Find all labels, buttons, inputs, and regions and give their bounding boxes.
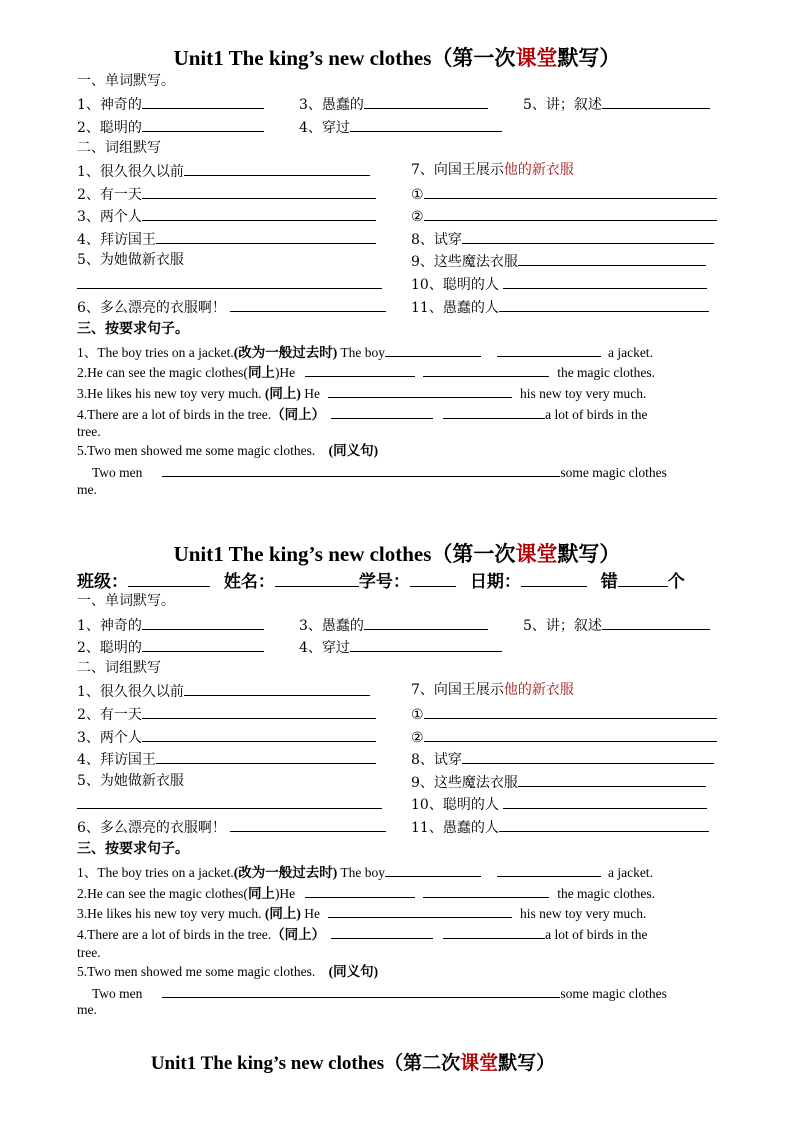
phrase-2 (77, 184, 376, 204)
word-row-3 (299, 94, 488, 114)
phrase-6-label: 6、多么漂亮的衣服啊！ (77, 300, 226, 316)
word-4-label: 4、穿过 (299, 640, 350, 656)
sentence-1-instruction: (改为一般过去时) (233, 865, 338, 880)
phrase-7-choice-2 (411, 727, 717, 747)
word-2-label: 2、聪明的 (77, 120, 142, 136)
sentence-2-text: 2.He can see the magic clothes( (77, 365, 248, 380)
word-1-label: 1、神奇的 (77, 97, 142, 113)
id-blank[interactable] (410, 570, 456, 587)
phrase-11 (411, 817, 709, 837)
section3-heading: 三、按要求句子。 (77, 321, 189, 337)
sentence-3-start: He (304, 386, 320, 401)
phrase-8-blank[interactable] (462, 749, 714, 764)
choice-2-blank[interactable] (424, 206, 717, 221)
phrase-4-blank[interactable] (156, 229, 376, 244)
sentence-5-instruction: (同义句) (328, 443, 379, 458)
sentence-4 (77, 924, 648, 944)
word-5-label: 5、讲；叙述 (523, 97, 602, 113)
phrase-10-label: 10、聪明的人 (411, 797, 499, 813)
phrase-3 (77, 727, 376, 747)
phrase-11-blank[interactable] (499, 817, 709, 832)
phrase-4-blank[interactable] (156, 749, 376, 764)
phrase-5-blank[interactable] (77, 794, 382, 809)
phrase-7 (411, 681, 574, 699)
sentence-3-end: his new toy very much. (519, 386, 647, 401)
phrase-1-label: 1、很久很久以前 (77, 684, 184, 700)
word-row-5 (523, 615, 710, 635)
word-2-blank[interactable] (142, 637, 264, 652)
word-4-label: 4、穿过 (299, 120, 350, 136)
sentence-1-end: a jacket. (607, 865, 653, 880)
phrase-1-blank[interactable] (184, 161, 370, 176)
sentence-2-end: the magic clothes. (557, 365, 656, 380)
sentence-3-blank[interactable] (328, 383, 512, 398)
phrase-4-label: 4、拜访国王 (77, 752, 156, 768)
sentence-5-end: some magic clothes (560, 986, 667, 1001)
sentence-3-start: He (304, 906, 320, 921)
sentence-5-start: Two men (92, 465, 143, 480)
word-row-2 (77, 117, 264, 137)
sentence-4-blank-2[interactable] (443, 924, 545, 939)
section1-heading: 一、单词默写。 (77, 593, 175, 609)
wrong-label: 错 (600, 572, 618, 592)
sentence-3-text: 3.He likes his new toy very much. (77, 906, 262, 921)
word-1-label: 1、神奇的 (77, 618, 142, 634)
word-row-5 (523, 94, 710, 114)
phrase-9-label: 9、这些魔法衣服 (411, 775, 518, 791)
sentence-2-blank-2[interactable] (423, 883, 549, 898)
sentence-3-instruction: (同上) (264, 906, 301, 921)
name-label: 姓名： (223, 572, 275, 592)
title-close: 默写） (557, 46, 621, 70)
phrase-3-label: 3、两个人 (77, 209, 142, 225)
word-3-label: 3、愚蠢的 (299, 97, 364, 113)
word-5-blank[interactable] (602, 94, 710, 109)
phrase-2 (77, 704, 376, 724)
sentence-3-text: 3.He likes his new toy very much. (77, 386, 262, 401)
choice-1-blank[interactable] (424, 704, 717, 719)
phrase-3-blank[interactable] (142, 206, 376, 221)
sentence-5-start: Two men (92, 986, 143, 1001)
choice-1-label: ① (411, 187, 424, 203)
phrase-8-label: 8、试穿 (411, 232, 462, 248)
phrase-2-label: 2、有一天 (77, 707, 142, 723)
phrase-3-label: 3、两个人 (77, 730, 142, 746)
phrase-5-label: 5、为她做新衣服 (77, 252, 184, 268)
sentence-3 (77, 383, 646, 403)
section1-heading: 一、单词默写。 (77, 73, 175, 89)
phrase-6-blank[interactable] (230, 297, 386, 312)
phrase-5 (77, 772, 184, 790)
word-row-1 (77, 94, 264, 114)
class-label: 班级： (77, 572, 128, 592)
sentence-1-end: a jacket. (607, 345, 653, 360)
sentence-4-text: 4.There are a lot of birds in the tree. (77, 927, 272, 942)
sentence-3-blank[interactable] (328, 903, 512, 918)
sentence-2-blank-1[interactable] (305, 883, 415, 898)
sentence-4-end: a lot of birds in the (545, 407, 648, 422)
word-5-blank[interactable] (602, 615, 710, 630)
sentence-1-start: The boy (340, 345, 385, 360)
sentence-3-end: his new toy very much. (519, 906, 647, 921)
phrase-8 (411, 749, 714, 769)
phrase-1 (77, 681, 370, 701)
sentence-5-answer (92, 462, 667, 482)
word-2-label: 2、聪明的 (77, 640, 142, 656)
choice-2-label: ② (411, 730, 424, 746)
sentence-2-instruction: 同上 (247, 886, 275, 901)
title-round: （第一次 (431, 542, 516, 566)
word-3-blank[interactable] (364, 94, 488, 109)
sentence-5-answer (92, 983, 667, 1003)
unit-label: 个 (667, 572, 685, 592)
sentence-4-blank-1[interactable] (331, 924, 433, 939)
sentence-5-wrap: me. (77, 482, 97, 497)
phrase-7-choice-1 (411, 184, 717, 204)
phrase-3-blank[interactable] (142, 727, 376, 742)
phrase-6 (77, 817, 386, 837)
word-row-2 (77, 637, 264, 657)
section2-heading: 二、词组默写 (77, 140, 161, 156)
phrase-4 (77, 749, 376, 769)
phrase-7-label: 7、向国王展示 (411, 162, 504, 178)
title-red: 课堂 (515, 46, 558, 70)
phrase-1-blank[interactable] (184, 681, 370, 696)
sentence-5-wrap: me. (77, 1002, 97, 1017)
phrase-10-blank[interactable] (503, 274, 707, 289)
sentence-2-start: )He (274, 886, 296, 901)
sentence-2 (77, 883, 655, 903)
phrase-8-blank[interactable] (462, 229, 714, 244)
sentence-4-blank-2[interactable] (443, 404, 545, 419)
phrase-7-choice-2 (411, 206, 717, 226)
choice-2-blank[interactable] (424, 727, 717, 742)
sentence-5-blank[interactable] (162, 983, 560, 998)
phrase-9 (411, 772, 706, 792)
name-blank[interactable] (275, 570, 359, 587)
sentence-1-text: 1、The boy tries on a jacket. (77, 865, 234, 880)
sentence-4-instruction: （同上） (271, 407, 326, 422)
sentence-1-blank-2[interactable] (497, 342, 601, 357)
word-3-label: 3、愚蠢的 (299, 618, 364, 634)
choice-1-label: ① (411, 707, 424, 723)
phrase-10 (411, 794, 707, 814)
phrase-8 (411, 229, 714, 249)
worksheet-title-2 (0, 538, 794, 568)
title-close: 默写） (498, 1053, 556, 1074)
phrase-8-label: 8、试穿 (411, 752, 462, 768)
phrase-11-blank[interactable] (499, 297, 709, 312)
sentence-5-text: 5.Two men showed me some magic clothes. (77, 964, 316, 979)
title-text: Unit1 The king’s new clothes (173, 46, 432, 70)
sentence-3 (77, 903, 646, 923)
phrase-5-blank[interactable] (77, 274, 382, 289)
phrase-10-blank[interactable] (503, 794, 707, 809)
phrase-1-label: 1、很久很久以前 (77, 164, 184, 180)
sentence-2-end: the magic clothes. (557, 886, 656, 901)
phrase-9-blank[interactable] (518, 772, 706, 787)
word-row-4 (299, 117, 502, 137)
sentence-1-text: 1、The boy tries on a jacket. (77, 345, 234, 360)
sentence-5-blank[interactable] (162, 462, 560, 477)
sentence-4-text: 4.There are a lot of birds in the tree. (77, 407, 272, 422)
title-close: 默写） (557, 542, 621, 566)
word-row-3 (299, 615, 488, 635)
word-4-blank[interactable] (350, 637, 502, 652)
choice-1-blank[interactable] (424, 184, 717, 199)
sentence-1-blank-1[interactable] (385, 862, 481, 877)
sentence-4-blank-1[interactable] (331, 404, 433, 419)
sentence-2-blank-1[interactable] (305, 362, 415, 377)
sentence-1-blank-1[interactable] (385, 342, 481, 357)
section2-heading: 二、词组默写 (77, 660, 161, 676)
title-round: （第二次 (384, 1053, 461, 1074)
sentence-3-instruction: (同上) (264, 386, 301, 401)
phrase-11-label: 11、愚蠢的人 (411, 300, 499, 316)
title-red: 课堂 (515, 542, 558, 566)
phrase-2-label: 2、有一天 (77, 187, 142, 203)
phrase-2-blank[interactable] (142, 704, 376, 719)
phrase-7 (411, 161, 574, 179)
id-label: 学号： (358, 572, 410, 592)
date-blank[interactable] (521, 570, 587, 587)
worksheet-title (0, 42, 794, 72)
sentence-2-blank-2[interactable] (423, 362, 549, 377)
title-round: （第一次 (431, 46, 516, 70)
phrase-9-label: 9、这些魔法衣服 (411, 254, 518, 270)
sentence-5-text: 5.Two men showed me some magic clothes. (77, 443, 316, 458)
word-2-blank[interactable] (142, 117, 264, 132)
sentence-4 (77, 404, 648, 424)
sentence-5-end: some magic clothes (560, 465, 667, 480)
sentence-1 (77, 342, 653, 362)
phrase-3 (77, 206, 376, 226)
phrase-11-label: 11、愚蠢的人 (411, 820, 499, 836)
word-1-blank[interactable] (142, 94, 264, 109)
word-4-blank[interactable] (350, 117, 502, 132)
phrase-5-line (77, 274, 382, 294)
sentence-2-instruction: 同上 (247, 365, 275, 380)
phrase-7-choice-1 (411, 704, 717, 724)
sentence-4-end: a lot of birds in the (545, 927, 648, 942)
wrong-blank[interactable] (618, 570, 668, 587)
phrase-5 (77, 251, 184, 269)
sentence-5-instruction: (同义句) (328, 964, 379, 979)
phrase-9-blank[interactable] (518, 251, 706, 266)
phrase-6-label: 6、多么漂亮的衣服啊！ (77, 820, 226, 836)
sentence-1-instruction: (改为一般过去时) (233, 345, 338, 360)
word-1-blank[interactable] (142, 615, 264, 630)
class-blank[interactable] (128, 570, 210, 587)
sentence-2 (77, 362, 655, 382)
sentence-1 (77, 862, 653, 882)
phrase-6-blank[interactable] (230, 817, 386, 832)
word-row-1 (77, 615, 264, 635)
sentence-4-wrap: tree. (77, 945, 101, 960)
phrase-4 (77, 229, 376, 249)
sentence-5 (77, 963, 378, 981)
date-label: 日期： (469, 572, 521, 592)
student-info-row (77, 567, 685, 592)
phrase-7-red: 他的新衣服 (503, 162, 574, 178)
sentence-5 (77, 442, 378, 460)
title-text: Unit1 The king’s new clothes (150, 1053, 385, 1074)
title-text: Unit1 The king’s new clothes (173, 542, 432, 566)
sentence-1-blank-2[interactable] (497, 862, 601, 877)
phrase-9 (411, 251, 706, 271)
phrase-6 (77, 297, 386, 317)
choice-2-label: ② (411, 209, 424, 225)
phrase-5-label: 5、为她做新衣服 (77, 773, 184, 789)
word-5-label: 5、讲；叙述 (523, 618, 602, 634)
phrase-1 (77, 161, 370, 181)
phrase-4-label: 4、拜访国王 (77, 232, 156, 248)
phrase-2-blank[interactable] (142, 184, 376, 199)
sentence-1-start: The boy (340, 865, 385, 880)
phrase-7-red: 他的新衣服 (503, 682, 574, 698)
sentence-2-text: 2.He can see the magic clothes( (77, 886, 248, 901)
phrase-10 (411, 274, 707, 294)
phrase-10-label: 10、聪明的人 (411, 277, 499, 293)
section3-heading: 三、按要求句子。 (77, 841, 189, 857)
worksheet-title-3 (0, 1048, 750, 1075)
sentence-2-start: )He (274, 365, 296, 380)
phrase-11 (411, 297, 709, 317)
word-row-4 (299, 637, 502, 657)
sentence-4-wrap: tree. (77, 424, 101, 439)
phrase-7-label: 7、向国王展示 (411, 682, 504, 698)
word-3-blank[interactable] (364, 615, 488, 630)
phrase-5-line (77, 794, 382, 814)
title-red: 课堂 (460, 1053, 499, 1074)
sentence-4-instruction: （同上） (271, 927, 326, 942)
